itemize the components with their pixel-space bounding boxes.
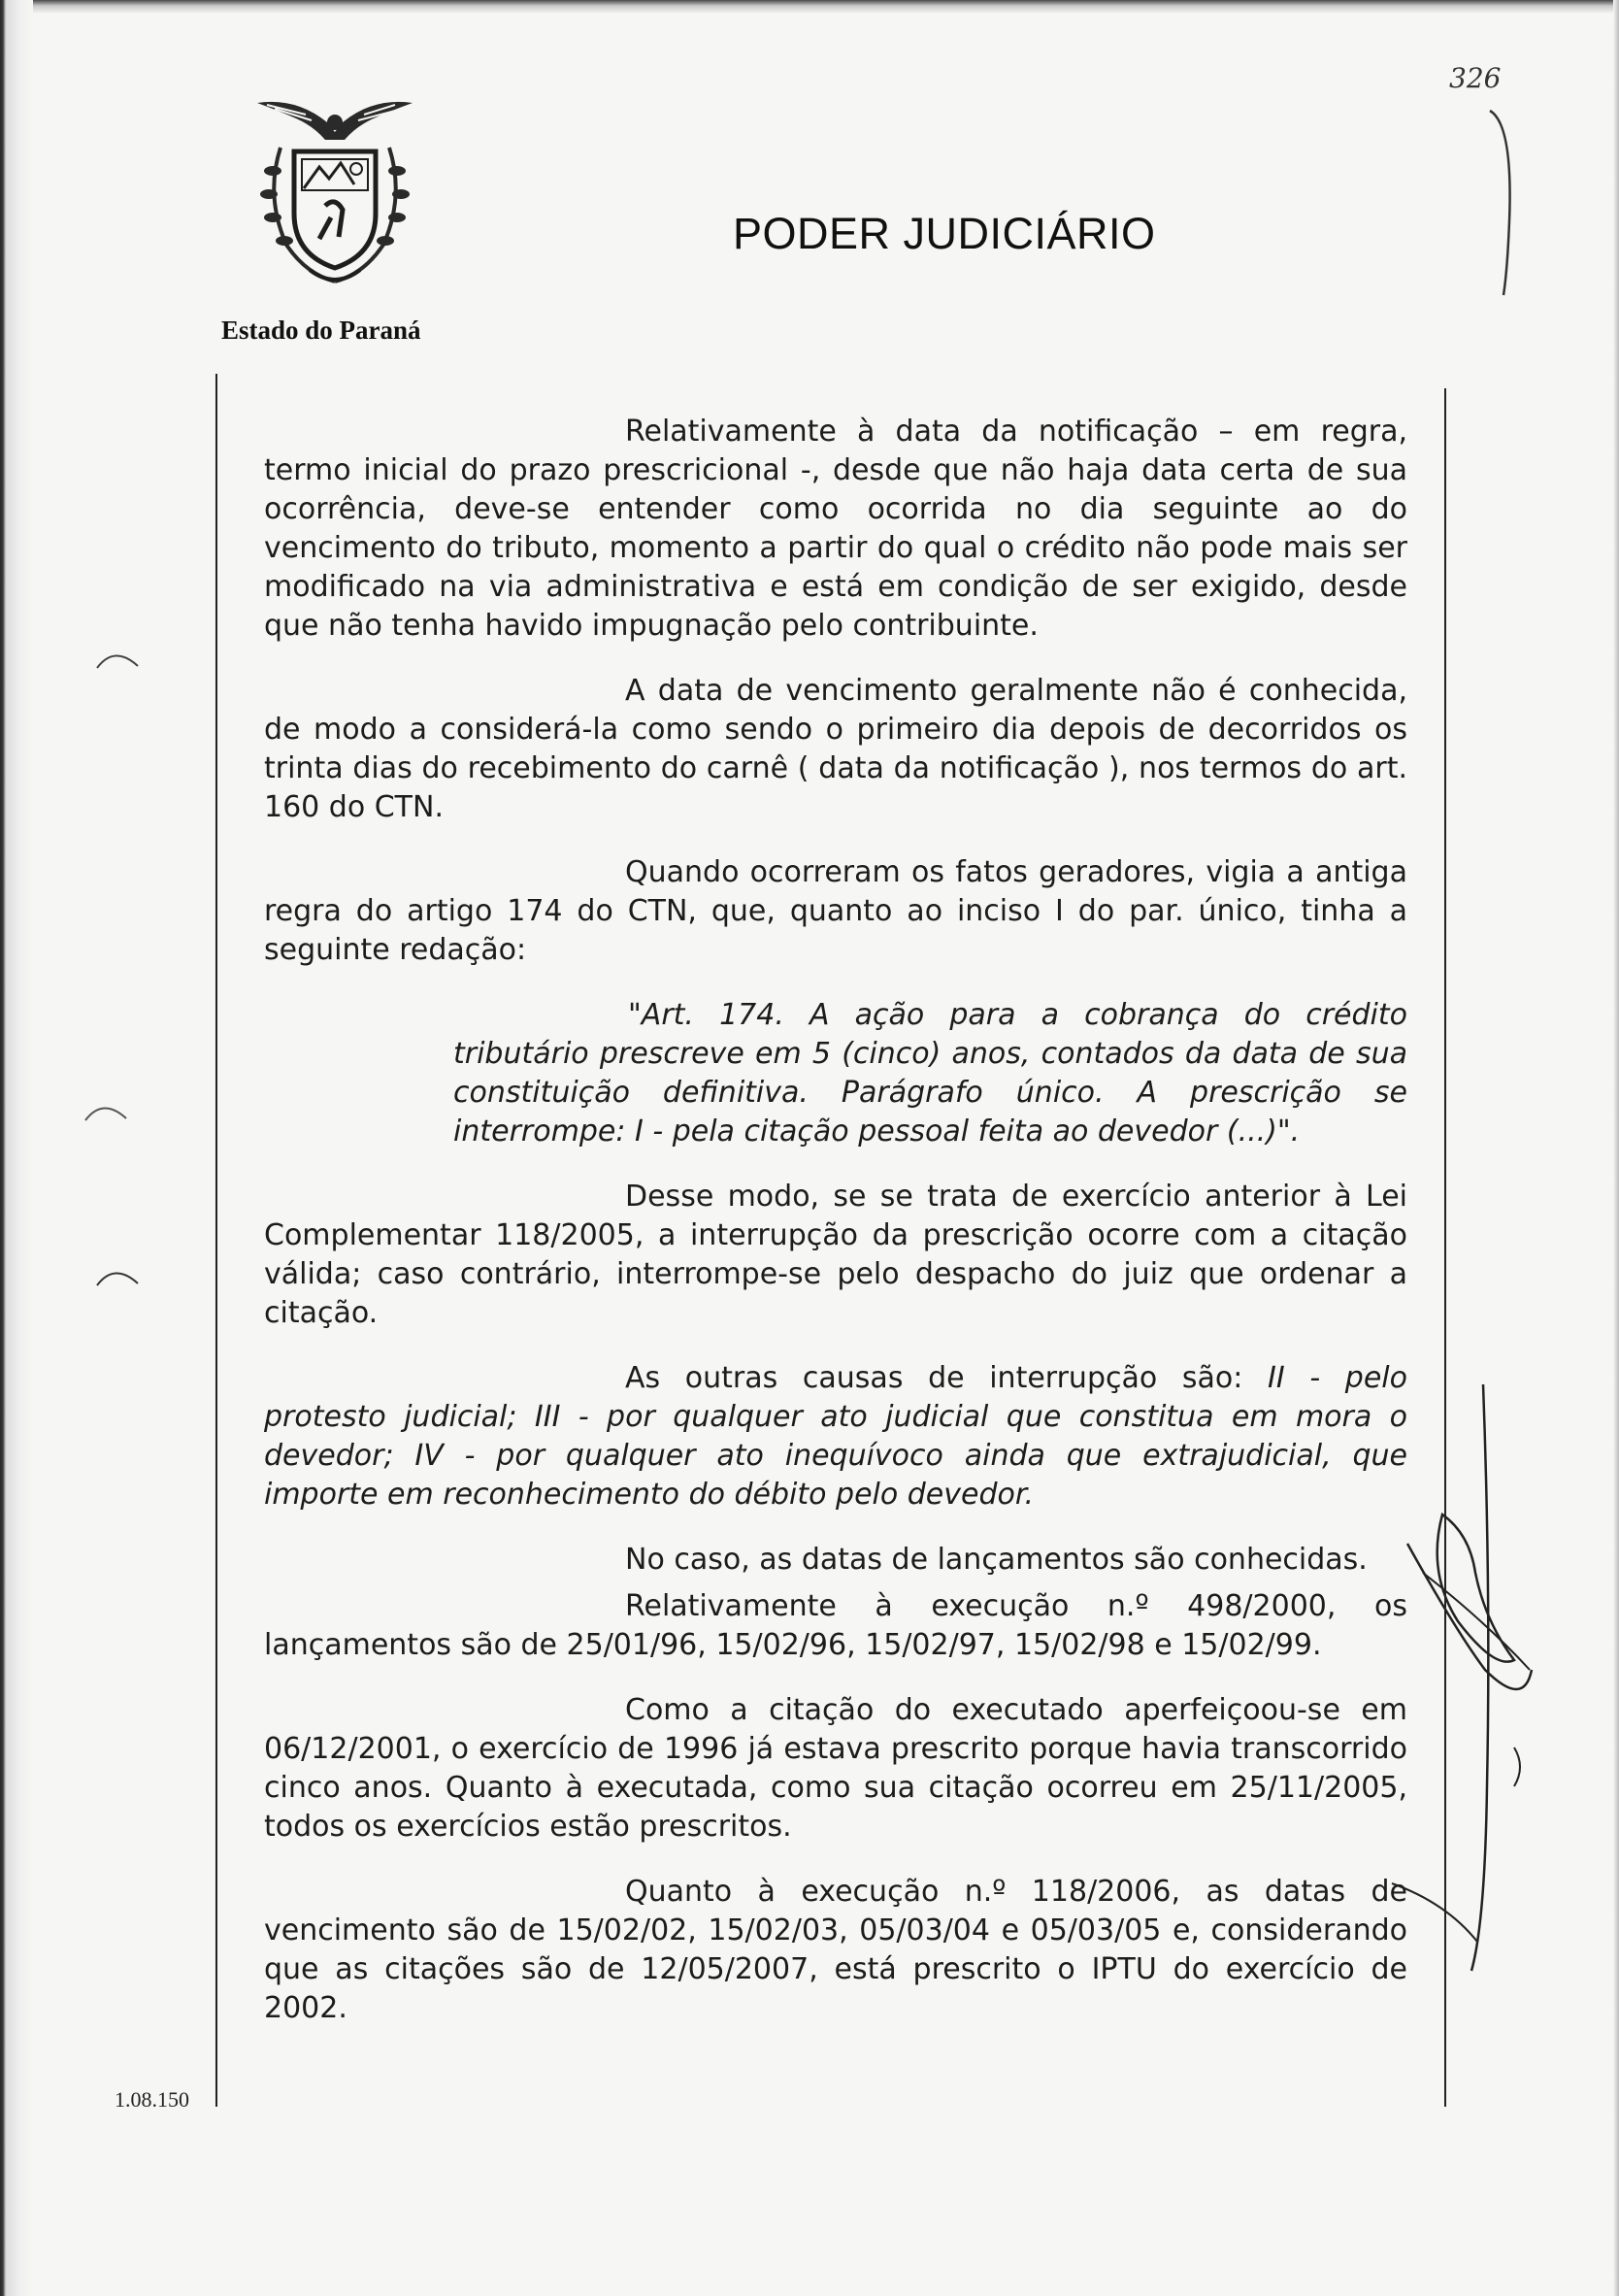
paragraph-execution-118: Quanto à execução n.º 118/2006, as datas de vencimento são de 15/02/02, 15/02/03, 05/03/04 e 05/03/05 e, considerando que as citações são de 12/05/2007, está prescrito o IPTU do exercício de 2002.: [264, 1875, 1407, 2025]
handwritten-bracket-mark: [1480, 105, 1519, 299]
other-causes-lead: As outras causas de interrupção são:: [625, 1361, 1243, 1395]
other-causes-items: II - pelo protesto judicial; III - por qualquer ato judicial que constitua em mora o devedor; IV - por qualquer ato inequívoco ainda que extrajudicial, que importe em reconhecimento do débito pelo devedor.: [264, 1361, 1407, 1512]
punch-hole-mark-3: [93, 1260, 142, 1289]
paragraph-interruption-rule: Desse modo, se se trata de exercício anterior à Lei Complementar 118/2005, a interrupção da prescrição ocorre com a citação válida; caso contrário, interrompe-se pelo despacho do juiz que ordenar a citação.: [264, 1180, 1407, 1330]
court-header-title: PODER JUDICIÁRIO: [733, 209, 1156, 258]
paragraph-dates-known: No caso, as datas de lançamentos são conhecidas.: [625, 1543, 1368, 1577]
paragraph-notification: Relativamente à data da notificação – em regra, termo inicial do prazo prescricional -, desde que não haja data certa de sua ocorrência, deve-se entender como ocorrida no dia seguinte ao do vencimento do tributo, momento a partir do qual o crédito não pode mais ser modificado na via administrativa e está em condição de ser exigido, desde que não tenha havido impugnação pelo contribuinte.: [264, 415, 1407, 643]
state-name: Estado do Paraná: [221, 316, 421, 345]
scan-edge-right: [1613, 0, 1619, 2296]
paragraph-citation-date: Como a citação do executado aperfeiçoou-se em 06/12/2001, o exercício de 1996 já estava prescrito porque havia transcorrido cinco anos. Quanto à executada, como sua citação ocorreu em 25/11/2005, todos os exercícios estão prescritos.: [264, 1693, 1407, 1844]
punch-hole-mark-2: [82, 1095, 130, 1124]
punch-hole-mark-1: [93, 643, 142, 672]
quoted-article-174: "Art. 174. A ação para a cobrança do crédito tributário prescreve em 5 (cinco) anos, contados da data de sua constituição definitiva. Parágrafo único. A prescrição se interrompe: I - pela citação pessoal feita ao devedor (...)".: [453, 998, 1407, 1148]
scan-edge-left: [0, 0, 33, 2296]
paragraph-execution-498: Relativamente à execução n.º 498/2000, os lançamentos são de 25/01/96, 15/02/96, 15/02/97, 15/02/98 e 15/02/99.: [264, 1589, 1407, 1662]
handwritten-page-number: 326: [1449, 62, 1502, 94]
paragraph-generating-facts: Quando ocorreram os fatos geradores, vigia a antiga regra do artigo 174 do CTN, que, quanto ao inciso I do par. único, tinha a seguinte redação:: [264, 855, 1407, 967]
paragraph-due-date: A data de vencimento geralmente não é conhecida, de modo a considerá-la como sendo o primeiro dia depois de decorridos os trinta dias do recebimento do carnê ( data da notificação ), nos termos do art. 160 do CTN.: [264, 674, 1407, 824]
parana-coat-of-arms-icon: [248, 89, 422, 293]
left-margin-rule: [215, 374, 217, 2107]
form-code: 1.08.150: [115, 2087, 189, 2112]
paragraph-other-causes: [264, 1359, 1407, 1514]
document-body: [264, 413, 1407, 2054]
scan-edge-top: [0, 0, 1619, 14]
